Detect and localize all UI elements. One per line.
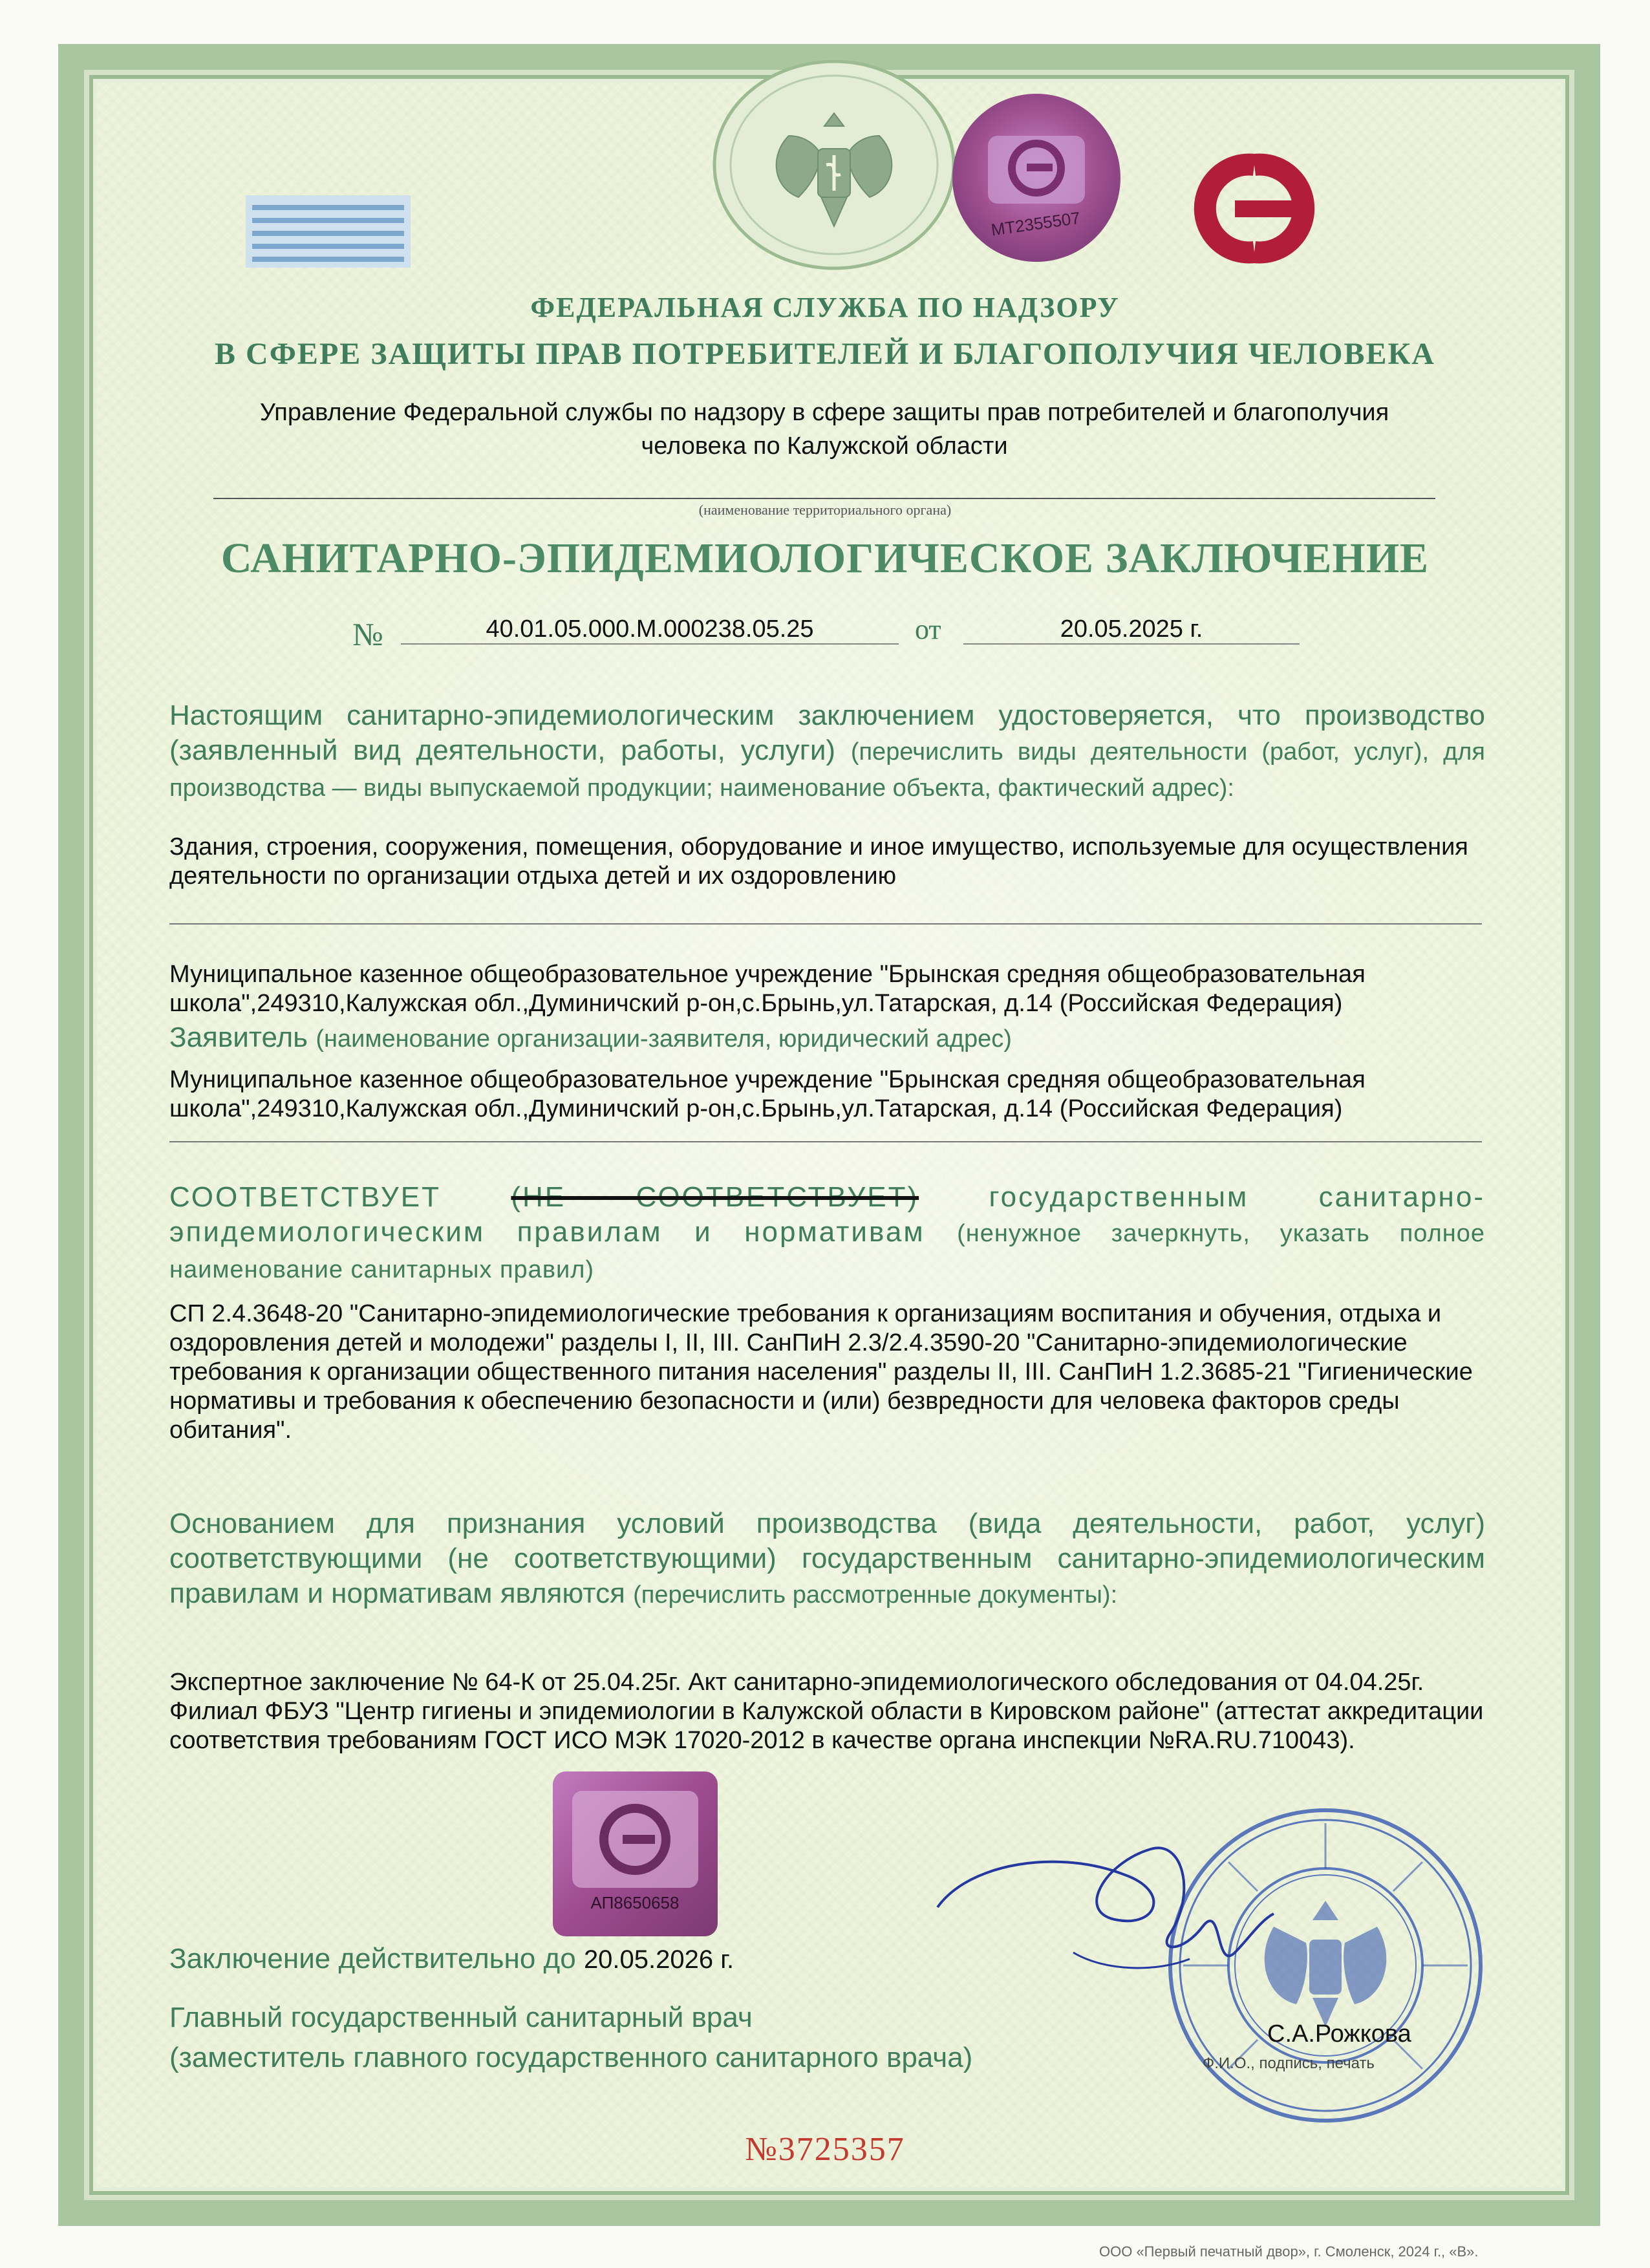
- authority-caption: (наименование территориального органа): [698, 502, 952, 518]
- hologram-sticker-bottom: [553, 1771, 718, 1936]
- position-line-1: Главный государственный санитарный врач: [169, 2002, 753, 2033]
- number-row: [352, 615, 383, 653]
- basis-documents: Экспертное заключение № 64-К от 25.04.25г. Акт санитарно-эпидемиологического обследования от 04.04.25г. Филиал ФБУЗ "Центр гигиены и эпидемиологии в Калужской области в Кировском районе" (аттестат аккредитации соответствия требованиям ГОСТ ИСО МЭК 17020-2012 в качестве органа инспекции №RA.RU.710043).: [169, 1669, 1484, 1754]
- authority-line-2: человека по Калужской области: [641, 433, 1008, 460]
- hologram-bottom-code: АП8650658: [590, 1893, 680, 1912]
- authority-underline: [213, 498, 1435, 499]
- territorial-authority: [129, 396, 1519, 463]
- signatory-position: [169, 1998, 972, 2078]
- authority-line-1: Управление Федеральной службы по надзору в сфере защиты прав потребителей и благополучия: [259, 399, 1389, 426]
- form-serial-number: №3725357: [745, 2131, 905, 2168]
- certify-lead: Настоящим санитарно-эпидемиологическим заключением удостоверяется, что производство (заявленный вид деятельности, работы, услуги): [169, 700, 1485, 766]
- number-label: №: [352, 616, 383, 652]
- date-label: от: [915, 614, 941, 645]
- certificate-date: 20.05.2025 г.: [963, 615, 1300, 645]
- separator: [169, 1141, 1482, 1142]
- conformity-hint: (ненужное зачеркнуть, указать полное наименование санитарных правил): [169, 1220, 1485, 1283]
- certificate-number: 40.01.05.000.M.000238.05.25: [401, 615, 899, 645]
- applicant-label: Заявитель: [169, 1022, 308, 1053]
- conformity-paragraph: [169, 1180, 1485, 1287]
- handwritten-signature: [912, 1823, 1300, 2004]
- conformity-rest: государственным санитарно-эпидемиологическим правилам и нормативам: [169, 1181, 1485, 1248]
- document-title: САНИТАРНО-ЭПИДЕМИОЛОГИЧЕСКОЕ ЗАКЛЮЧЕНИЕ: [220, 535, 1430, 582]
- basis-hint: (перечислить рассмотренные документы):: [633, 1581, 1118, 1609]
- header-line-2: В СФЕРЕ ЗАЩИТЫ ПРАВ ПОТРЕБИТЕЛЕЙ И БЛАГОПОЛУЧИЯ ЧЕЛОВЕКА: [215, 337, 1435, 371]
- certification-mark-icon: [1157, 152, 1351, 265]
- sanitary-rules: СП 2.4.3648-20 "Санитарно-эпидемиологические требования к организациям воспитания и обучения, отдыха и оздоровления детей и молодежи" разделы I, II, III. СанПиН 2.3/2.4.3590-20 "Санитарно-эпидемиологические требования к организации общественного питания населения" разделы II, III. СанПиН 1.2.3685-21 "Гигиенические нормативы и требования к обеспечению безопасности и (или) безвредности для человека факторов среды обитания".: [169, 1300, 1473, 1444]
- separator: [169, 923, 1482, 925]
- hologram-sticker-top: [949, 91, 1124, 265]
- basis-paragraph: [169, 1506, 1485, 1612]
- validity-row: [169, 1943, 734, 1975]
- applicant-hint: (наименование организации-заявителя, юридический адрес): [316, 1025, 1012, 1053]
- position-line-2: (заместитель главного государственного санитарного врача): [169, 2042, 973, 2073]
- validity-label: Заключение действительно до: [169, 1943, 576, 1974]
- security-microtext-patch: [246, 195, 411, 268]
- signatory-name: С.А.Рожкова: [1267, 2020, 1411, 2048]
- activity-description: Здания, строения, сооружения, помещения, оборудование и иное имущество, используемые для осуществления деятельности по организации отдыха детей и их оздоровлению: [169, 833, 1468, 890]
- hologram-top-code: MT2355507: [989, 208, 1082, 240]
- not-complies-struck: (НЕ СООТВЕТСТВУЕТ): [511, 1181, 919, 1213]
- object-address: Муниципальное казенное общеобразовательное учреждение "Брынская средняя общеобразовательная школа",249310,Калужская обл.,Думиничский р-он,с.Брынь,ул.Татарская, д.14 (Российская Федерация): [169, 961, 1366, 1017]
- double-headed-eagle-emblem: [711, 58, 957, 272]
- complies-text: СООТВЕТСТВУЕТ: [169, 1181, 441, 1213]
- signature-caption: Ф.И.О., подпись, печать: [1203, 2055, 1375, 2072]
- certify-hint: (перечислить виды деятельности (работ, услуг), для производства — виды выпускаемой продукции; наименование объекта, фактический адрес):: [169, 738, 1485, 802]
- header-line-1: ФЕДЕРАЛЬНАЯ СЛУЖБА ПО НАДЗОРУ: [530, 292, 1120, 323]
- validity-date: 20.05.2026 г.: [583, 1945, 734, 1974]
- certify-paragraph: [169, 698, 1485, 806]
- basis-lead: Основанием для признания условий производства (вида деятельности, работ, услуг) соответствующими (не соответствующими) государственным санитарно-эпидемиологическим правилам и нормативам являются: [169, 1508, 1485, 1609]
- applicant-value: Муниципальное казенное общеобразовательное учреждение "Брынская средняя общеобразовательная школа",249310,Калужская обл.,Думиничский р-он,с.Брынь,ул.Татарская, д.14 (Российская Федерация): [169, 1066, 1366, 1122]
- printer-imprint: ООО «Первый печатный двор», г. Смоленск, 2024 г., «В».: [1099, 2243, 1479, 2260]
- applicant-row: [169, 1020, 1485, 1056]
